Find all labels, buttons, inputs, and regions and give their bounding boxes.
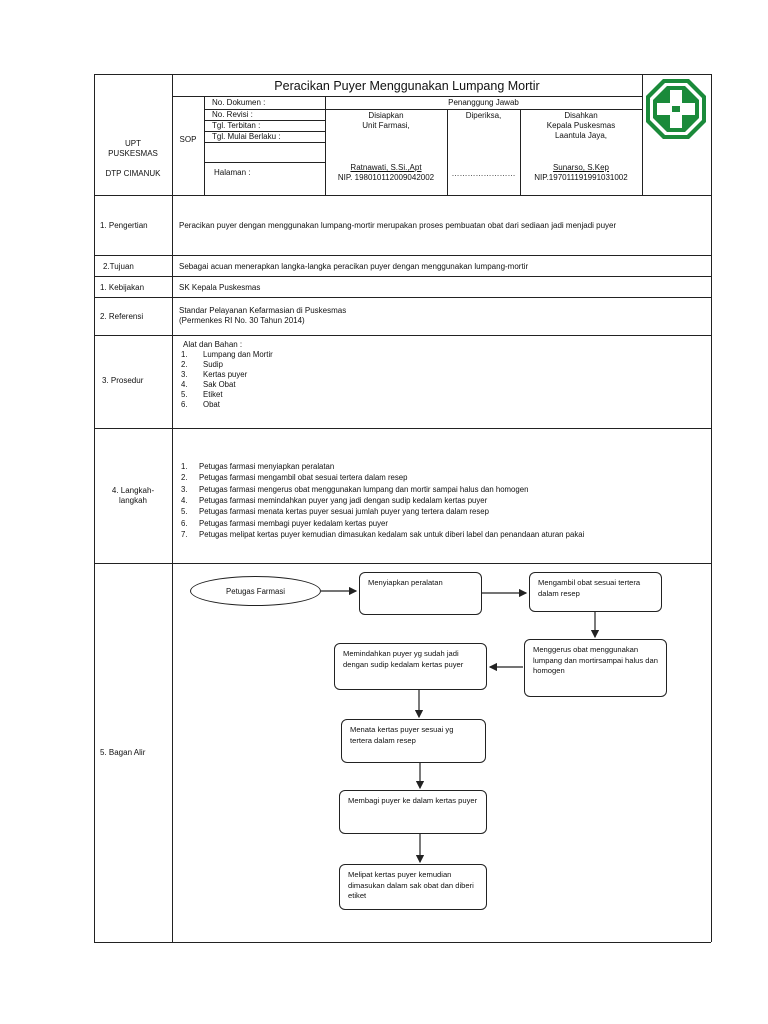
penanggung-jawab-label: Penanggung Jawab bbox=[448, 98, 519, 107]
prosedur-item-text: Etiket bbox=[203, 390, 223, 399]
langkah-label-line-2: langkah bbox=[118, 496, 148, 505]
disahkan-nip: NIP.197011191991031002 bbox=[534, 173, 628, 182]
diperiksa-label: Diperiksa, bbox=[465, 111, 502, 120]
prosedur-item-text: Obat bbox=[203, 400, 220, 409]
org-line-2: PUSKESMAS bbox=[108, 149, 158, 158]
field-no-dokumen: No. Dokumen : bbox=[212, 98, 266, 107]
field-tgl-terbitan: Tgl. Terbitan : bbox=[212, 121, 261, 130]
section-text-pengertian: Peracikan puyer dengan menggunakan lumpang-mortir merupakan proses pembuatan obat dari sediaan jadi menjadi puyer bbox=[179, 221, 617, 230]
langkah-item-text: Petugas farmasi mengambil obat sesuai tertera dalam resep bbox=[199, 473, 408, 483]
section-label-bagan: 5. Bagan Alir bbox=[100, 748, 146, 757]
langkah-item-text: Petugas melipat kertas puyer kemudian dimasukan kedalam sak untuk diberi label dan penandaan aturan pakai bbox=[199, 529, 585, 539]
prosedur-item-number: 2. bbox=[181, 360, 188, 369]
field-halaman: Halaman : bbox=[214, 168, 251, 177]
flow-step-5: Menata kertas puyer sesuai yg tertera dalam resep bbox=[341, 719, 486, 763]
langkah-item-number: 3. bbox=[181, 484, 188, 494]
section-text-referensi-1: Standar Pelayanan Kefarmasian di Puskesmas bbox=[179, 306, 347, 315]
flow-step-2: Mengambil obat sesuai tertera dalam resep bbox=[529, 572, 662, 612]
page-title: Peracikan Puyer Menggunakan Lumpang Mortir bbox=[274, 79, 540, 93]
langkah-item-text: Petugas farmasi memindahkan puyer yang jadi dengan sudip kedalam kertas puyer bbox=[199, 495, 488, 505]
disahkan-line-2: Laantula Jaya, bbox=[554, 131, 608, 140]
prosedur-item-number: 4. bbox=[181, 380, 188, 389]
langkah-item-number: 1. bbox=[181, 462, 188, 471]
org-line-3: DTP CIMANUK bbox=[105, 169, 161, 178]
prosedur-item-number: 3. bbox=[181, 370, 188, 379]
prosedur-item-number: 1. bbox=[181, 350, 188, 359]
prosedur-item-text: Kertas puyer bbox=[203, 370, 248, 379]
flow-step-3: Menggerus obat menggunakan lumpang dan mortirsampai halus dan homogen bbox=[524, 639, 667, 697]
prosedur-item-number: 5. bbox=[181, 390, 188, 399]
flow-step-6: Membagi puyer ke dalam kertas puyer bbox=[339, 790, 487, 834]
flow-step-1: Menyiapkan peralatan bbox=[359, 572, 482, 615]
langkah-label-line-1: 4. Langkah- bbox=[111, 486, 155, 495]
prosedur-item-number: 6. bbox=[181, 400, 188, 409]
section-label-referensi: 2. Referensi bbox=[100, 312, 144, 321]
flow-step-7: Melipat kertas puyer kemudian dimasukan dalam sak obat dan diberi etiket bbox=[339, 864, 487, 910]
disiapkan-name: Ratnawati, S.Si.,Apt bbox=[350, 163, 422, 172]
langkah-item-number: 4. bbox=[181, 495, 188, 505]
langkah-item-number: 2. bbox=[181, 473, 188, 483]
langkah-item-text: Petugas farmasi membagi puyer kedalam kertas puyer bbox=[199, 518, 388, 528]
prosedur-heading: Alat dan Bahan : bbox=[183, 340, 243, 349]
section-label-tujuan: 2.Tujuan bbox=[103, 262, 134, 271]
section-text-referensi-2: (Permenkes RI No. 30 Tahun 2014) bbox=[179, 316, 305, 325]
prosedur-item-text: Sudip bbox=[203, 360, 223, 369]
diperiksa-dots: …………………… bbox=[451, 169, 516, 178]
langkah-item-text: Petugas farmasi menyiapkan peralatan bbox=[199, 462, 335, 471]
section-text-tujuan: Sebagai acuan menerapkan langka-langka peracikan puyer dengan menggunakan lumpang-mortir bbox=[179, 262, 529, 271]
disahkan-line-1: Kepala Puskesmas bbox=[546, 121, 616, 130]
disahkan-label: Disahkan bbox=[564, 111, 598, 120]
flow-start-oval: Petugas Farmasi bbox=[190, 576, 321, 606]
doc-type: SOP bbox=[179, 135, 197, 144]
disiapkan-nip: NIP. 198010112009042002 bbox=[337, 173, 435, 182]
prosedur-item-text: Sak Obat bbox=[203, 380, 236, 389]
langkah-item-text: Petugas farmasi mengerus obat menggunakan lumpang dan mortir sampai halus dan homogen bbox=[199, 484, 529, 494]
langkah-item-text: Petugas farmasi menata kertas puyer sesuai jumlah puyer yang tertera dalam resep bbox=[199, 507, 489, 517]
org-line-1: UPT bbox=[125, 139, 141, 148]
langkah-item-number: 6. bbox=[181, 518, 188, 528]
section-text-kebijakan: SK Kepala Puskesmas bbox=[179, 283, 261, 292]
disiapkan-unit: Unit Farmasi, bbox=[362, 121, 410, 130]
langkah-item-number: 5. bbox=[181, 507, 188, 517]
field-tgl-mulai: Tgl. Mulai Berlaku : bbox=[212, 132, 281, 141]
section-label-prosedur: 3. Prosedur bbox=[102, 376, 144, 385]
prosedur-item-text: Lumpang dan Mortir bbox=[203, 350, 273, 359]
langkah-item-number: 7. bbox=[181, 529, 188, 539]
disahkan-name: Sunarso, S.Kep bbox=[552, 163, 610, 172]
flow-step-4: Memindahkan puyer yg sudah jadi dengan sudip kedalam kertas puyer bbox=[334, 643, 487, 690]
disiapkan-label: Disiapkan bbox=[368, 111, 404, 120]
section-label-pengertian: 1. Pengertian bbox=[100, 221, 148, 230]
field-no-revisi: No. Revisi : bbox=[212, 110, 253, 119]
section-label-kebijakan: 1. Kebijakan bbox=[100, 283, 145, 292]
